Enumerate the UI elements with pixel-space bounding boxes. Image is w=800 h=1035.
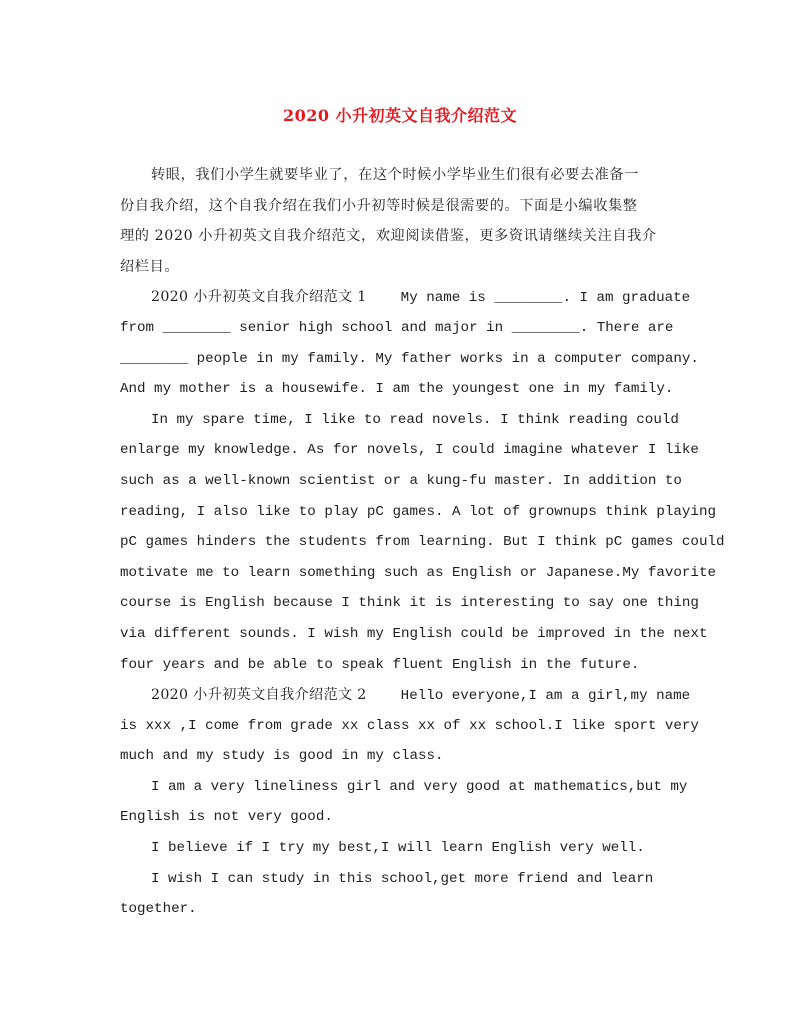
text-line: four years and be able to speak fluent English in the future. — [120, 656, 640, 673]
text-line: together. — [120, 901, 197, 918]
text-line: such as a well-known scientist or a kung-fu master. In addition to — [120, 472, 682, 489]
text-line: ________ people in my family. My father works in a computer company. — [120, 350, 699, 367]
text-line: I wish I can study in this school,get more friend and learn — [151, 870, 654, 887]
paragraph-intro — [120, 160, 680, 282]
document-title: 2020 小升初英文自我介绍范文 — [282, 106, 518, 125]
sample-heading: 2020 小升初英文自我介绍范文 1 — [151, 289, 367, 306]
text-line: I am a very lineliness girl and very good at mathematics,but my — [151, 778, 688, 795]
text-line: via different sounds. I wish my English could be improved in the next — [120, 625, 708, 642]
text-line — [120, 680, 691, 711]
text-line: 理的 2020 小升初英文自我介绍范文，欢迎阅读借鉴，更多资讯请继续关注自我介 — [120, 228, 657, 245]
text-line: much and my study is good in my class. — [120, 748, 444, 765]
text-line: 绍栏目。 — [120, 258, 180, 275]
text-line: pC games hinders the students from learning. But I think pC games could — [120, 534, 725, 551]
sample-heading: 2020 小升初英文自我介绍范文 2 — [151, 687, 367, 704]
text-line: I believe if I try my best,I will learn English very well. — [151, 840, 645, 857]
paragraph-sample2-wish — [120, 864, 680, 925]
paragraph-sample1-intro — [120, 282, 699, 404]
paragraph-sample2-believe — [120, 833, 680, 864]
text-line: from ________ senior high school and major in ________. There are — [120, 319, 674, 336]
text-line: reading, I also like to play pC games. A lot of grownups think playing — [120, 503, 716, 520]
text-span: Hello everyone,I am a girl,my name — [366, 688, 691, 705]
text-line: is xxx ,I come from grade xx class xx of xx school.I like sport very — [120, 717, 699, 734]
text-line: 转眼，我们小学生就要毕业了，在这个时候小学毕业生们很有必要去准备一 — [151, 167, 639, 183]
text-line: course is English because I think it is interesting to say one thing — [120, 595, 699, 612]
text-line — [120, 282, 691, 313]
text-line: enlarge my knowledge. As for novels, I could imagine whatever I like — [120, 442, 699, 459]
paragraph-sample1-hobbies — [120, 405, 725, 680]
text-line: In my spare time, I like to read novels. I think reading could — [151, 411, 679, 428]
paragraph-sample2-intro — [120, 680, 699, 772]
text-line: English is not very good. — [120, 809, 333, 826]
paragraph-sample2-math — [120, 772, 688, 833]
text-span: My name is ________. I am graduate — [366, 290, 691, 307]
document-body — [120, 160, 725, 925]
text-line: 份自我介绍，这个自我介绍在我们小升初等时候是很需要的。下面是小编收集整 — [120, 197, 638, 214]
text-line: motivate me to learn something such as English or Japanese.My favorite — [120, 564, 716, 581]
text-line: And my mother is a housewife. I am the youngest one in my family. — [120, 381, 674, 398]
